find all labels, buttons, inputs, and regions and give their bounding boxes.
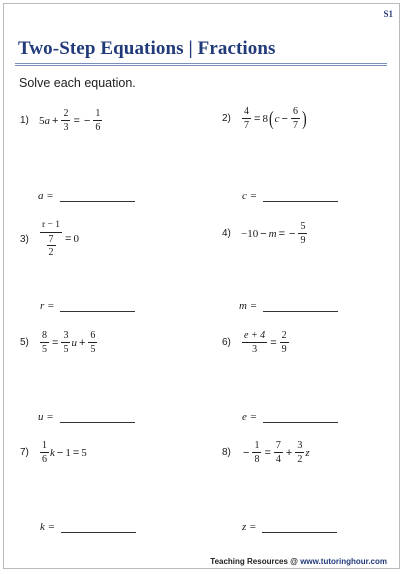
fraction: $\frac{5}{9}$: [300, 221, 306, 246]
fraction: $\frac{1}{6}$: [42, 440, 47, 465]
problem-number: 7): [20, 447, 29, 458]
page-title: Two-Step Equations | Fractions: [18, 38, 276, 59]
problem-3: [20, 220, 79, 258]
fraction: $\frac{3}{2}$: [297, 440, 303, 465]
answer-line-8[interactable]: z =: [242, 521, 337, 533]
problem-number: 8): [222, 447, 231, 458]
problem-2: [222, 106, 308, 131]
answer-line-4[interactable]: m =: [239, 300, 338, 312]
equation: $\frac{8}{5}$ = $\frac{3}{5}$ u + $\frac{6}{5}$: [42, 330, 96, 355]
fraction: $\frac{2}{9}$: [281, 330, 287, 355]
fraction: $\frac{e + 4}{3}$: [244, 330, 266, 355]
fraction: $\frac{4}{7}$: [244, 106, 249, 131]
equation: 5 a + $\frac{2}{3}$ = − $\frac{1}{6}$: [39, 108, 101, 133]
fraction: $\frac{6}{5}$: [90, 330, 96, 355]
fraction: $\frac{6}{7}$: [292, 106, 298, 131]
problem-number: 5): [20, 337, 29, 348]
fraction: $\frac{2}{3}$: [63, 108, 69, 133]
problem-7: [20, 440, 87, 465]
problem-number: 6): [222, 337, 231, 348]
fraction: $\frac{1}{6}$: [95, 108, 101, 133]
fraction: $\frac{1}{8}$: [254, 440, 260, 465]
worksheet-code: S1: [383, 9, 393, 19]
fraction: $\frac{3}{5}$: [63, 330, 69, 355]
answer-line-7[interactable]: k =: [40, 521, 136, 533]
problem-1: [20, 108, 103, 133]
equation: $\frac{4}{7}$ = 8 ( c − $\frac{6}{7}$ ): [244, 106, 307, 131]
problem-5: [20, 330, 98, 355]
problem-number: 1): [20, 115, 29, 126]
answer-line-2[interactable]: c =: [242, 190, 338, 202]
equation: r − 1 7 2 = 0: [42, 220, 79, 258]
answer-line-6[interactable]: e =: [242, 411, 338, 423]
problem-8: [222, 440, 310, 465]
fraction: $\frac{8}{5}$: [42, 330, 47, 355]
answer-line-1[interactable]: a =: [38, 190, 135, 202]
problem-4: [222, 221, 308, 246]
equation: $\frac{1}{6}$ k − 1 = 5: [42, 440, 87, 465]
footer-credit: Teaching Resources @ www.tutoringhour.com: [210, 557, 387, 566]
problem-number: 3): [20, 233, 29, 245]
complex-fraction: r − 1 7 2: [42, 220, 61, 258]
problem-6: [222, 330, 290, 355]
answer-line-5[interactable]: u =: [38, 411, 135, 423]
problem-number: 2): [222, 113, 231, 124]
title-rule-bottom: [15, 65, 387, 66]
equation: $\frac{e + 4}{3}$ = $\frac{2}{9}$: [244, 330, 287, 355]
instructions: Solve each equation.: [19, 76, 136, 90]
footer-link[interactable]: www.tutoringhour.com: [300, 557, 387, 566]
title-rule-top: [15, 63, 387, 64]
equation: −10 − m = − $\frac{5}{9}$: [241, 221, 306, 246]
equation: − $\frac{1}{8}$ = $\frac{7}{4}$ + $\frac{3}{2}$ z: [243, 440, 310, 465]
problem-number: 4): [222, 228, 231, 239]
fraction: $\frac{7}{4}$: [275, 440, 281, 465]
answer-line-3[interactable]: r =: [40, 300, 135, 312]
